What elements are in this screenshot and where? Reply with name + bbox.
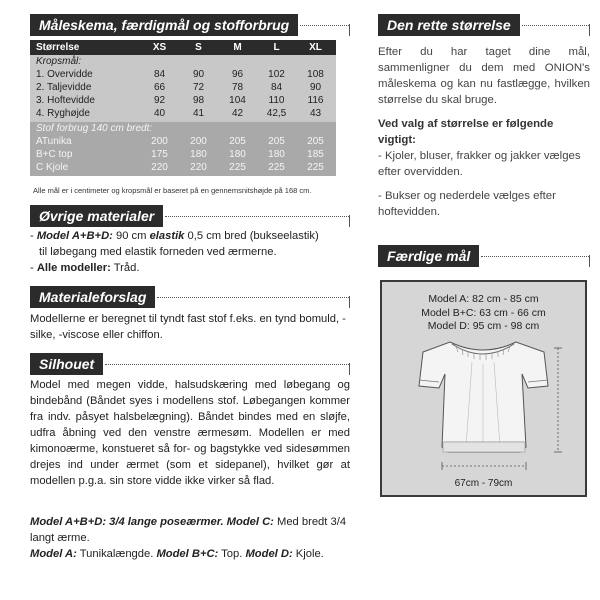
size-table xyxy=(30,40,336,176)
fabric-usage-group xyxy=(30,122,336,176)
body-measure-cell: 42 xyxy=(231,108,244,119)
suggest-section-title: Materialeforslag xyxy=(30,286,155,308)
body-measure-cell: 66 xyxy=(153,82,166,93)
silhouette-text: Model med megen vidde, halsudskæring med løbegang og bindebånd (Båndet syes i modellens stof. Løbegangen kommer fra indv. påsyet halsbelægning). Båndet bindes med en sløjfe, udfra åbning ved den venstre ærmesøm. Modellen er med kimonoærme, konstueret så for- og bagstykke ved sidesømmen drejes ind under ærmet (som et sidepanel), hvilket gør at modellen p.g.a. sin store vidde ikke virker så flad. xyxy=(30,379,350,487)
body-measure-cell: 98 xyxy=(192,95,205,106)
suggest-text: Modellerne er beregnet til tyndt fast stof f.eks. en tynd bomuld, -silke, -viscose eller chiffon. xyxy=(30,313,346,341)
body-measure-cell: 96 xyxy=(231,69,244,80)
body-measure-row-label: 1. Overvidde xyxy=(36,69,93,80)
body-measure-row-label: 3. Hoftevidde xyxy=(36,95,95,106)
fabric-usage-cell: 220 xyxy=(190,162,207,173)
body-measure-cell: 42,5 xyxy=(266,108,287,119)
size-section-header xyxy=(378,14,590,36)
body-measure-cell: 78 xyxy=(231,82,244,93)
fabric-usage-cell: 180 xyxy=(229,149,246,160)
body-measure-row xyxy=(30,68,336,81)
body-measure-row xyxy=(30,81,336,94)
body-measure-row xyxy=(30,107,336,120)
size-table-header: Størrelse XS S M L XL xyxy=(30,40,336,55)
fabric-usage-row-label: B+C top xyxy=(36,149,73,160)
fabric-usage-cell: 205 xyxy=(268,136,285,147)
body-measurements-group xyxy=(30,55,336,122)
fabric-usage-row-label: C Kjole xyxy=(36,162,69,173)
fabric-usage-cell: 220 xyxy=(151,162,168,173)
fabric-usage-cell: 225 xyxy=(229,162,246,173)
header-rule xyxy=(300,25,349,26)
body-measure-cell: 116 xyxy=(307,95,324,106)
body-measure-cell: 102 xyxy=(268,69,285,80)
fabric-usage-cell: 225 xyxy=(268,162,285,173)
silhouette-section-title: Silhouet xyxy=(30,353,103,375)
fabric-usage-cell: 225 xyxy=(307,162,324,173)
body-measurements-title: Kropsmål: xyxy=(36,56,82,67)
fabric-usage-row xyxy=(30,148,336,161)
finished-section-title: Færdige mål xyxy=(378,245,479,267)
fabric-usage-cell: 205 xyxy=(229,136,246,147)
fabric-usage-title: Stof forbrug 140 cm bredt: xyxy=(36,123,153,134)
garment-figure xyxy=(380,280,587,497)
table-note: Alle mål er i centimeter og kropsmål er baseret på en gennemsnitshøjde på 168 cm. xyxy=(33,186,312,195)
fabric-usage-row-label: ATunika xyxy=(36,136,72,147)
body-measure-cell: 104 xyxy=(229,95,246,106)
body-measure-cell: 90 xyxy=(192,69,205,80)
fabric-usage-cell: 185 xyxy=(307,149,324,160)
fabric-usage-cell: 200 xyxy=(151,136,168,147)
fabric-usage-cell: 205 xyxy=(307,136,324,147)
fabric-usage-row xyxy=(30,135,336,148)
dress-illustration xyxy=(382,282,585,495)
body-measure-cell: 84 xyxy=(153,69,166,80)
measure-section-title: Måleskema, færdigmål og stofforbrug xyxy=(30,14,298,36)
garment-measures: Model A: 82 cm - 85 cm Model B+C: 63 cm - 66 cm Model D: 95 cm - 98 cm xyxy=(421,293,546,332)
silhouette-section-header xyxy=(30,353,350,375)
suggest-section-header xyxy=(30,286,350,308)
body-measure-cell: 41 xyxy=(192,108,205,119)
fabric-usage-row xyxy=(30,161,336,174)
body-measure-cell: 43 xyxy=(309,108,322,119)
body-measure-cell: 40 xyxy=(153,108,166,119)
size-section-title: Den rette størrelse xyxy=(378,14,520,36)
body-measure-row-label: 2. Taljevidde xyxy=(36,82,92,93)
fabric-usage-cell: 200 xyxy=(190,136,207,147)
body-measure-cell: 84 xyxy=(270,82,283,93)
materials-section-title: Øvrige materialer xyxy=(30,205,163,227)
models-text: Model A+B+D: 3/4 lange poseærmer. Model C: Med bredt 3/4 langt ærme. Model A: Tunikalængde. Model B+C: Top. Model D: Kjole. xyxy=(30,516,347,560)
measure-section-header xyxy=(30,14,350,36)
body-measure-cell: 72 xyxy=(192,82,205,93)
fabric-usage-cell: 180 xyxy=(190,149,207,160)
fabric-usage-cell: 175 xyxy=(151,149,168,160)
body-measure-row xyxy=(30,94,336,107)
body-measure-cell: 110 xyxy=(268,95,285,106)
width-dimension-label: 67cm - 79cm xyxy=(454,478,513,489)
body-measure-cell: 92 xyxy=(153,95,166,106)
body-measure-row-label: 4. Ryghøjde xyxy=(36,108,90,119)
finished-section-header xyxy=(378,245,590,267)
materials-section-header xyxy=(30,205,350,227)
materials-text: - Model A+B+D: 90 cm elastik 0,5 cm bred (bukseelastik) til løbegang med elastik forneden ved ærmerne. - Alle modeller: Tråd. xyxy=(30,230,319,274)
fabric-usage-cell: 180 xyxy=(268,149,285,160)
body-measure-cell: 90 xyxy=(309,82,322,93)
size-text: Efter du har taget dine mål, sammenligner du dem med ONION's måleskema og kan nu fastlægge, hvilken størrelse du skal bruge. Ved valg af størrelse er følgende vigtigt: - Kjoler, bluser, frakker og jakker vælges efter overvidden. - Bukser og nederdele vælges efter hoftevidden. xyxy=(378,46,590,218)
body-measure-cell: 108 xyxy=(307,69,324,80)
